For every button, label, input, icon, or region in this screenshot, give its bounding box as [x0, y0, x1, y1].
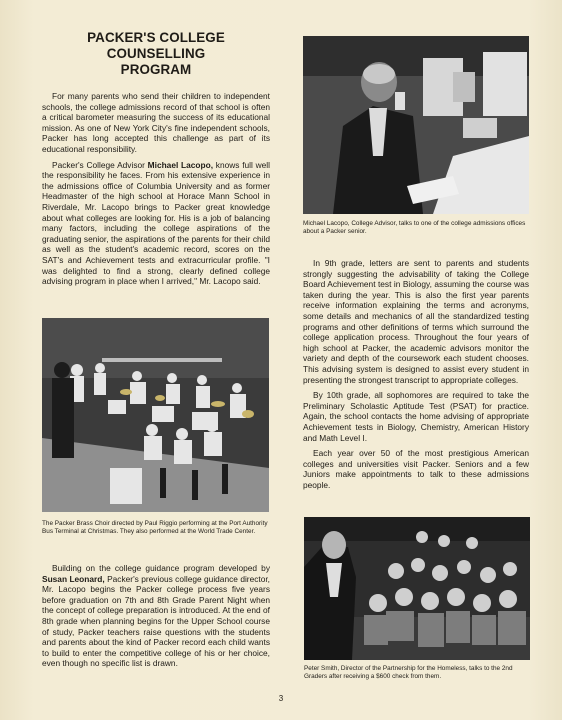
advisor-caption: Michael Lacopo, College Advisor, talks to one of the college admissions offices about a Packer senior. — [303, 220, 526, 236]
paragraph-10th-grade: By 10th grade, all sophomores are required to take the Preliminary Scholastic Aptitude Test (PSAT) for practice. Again, the school contacts the home advising of appropriate Achievement tests in Biology, Chemistry, American History and Math Level I. — [303, 390, 529, 443]
homeless-talk-photo — [304, 517, 530, 660]
brass-caption-block — [42, 520, 270, 537]
article-title — [42, 30, 270, 78]
brass-choir-caption: The Packer Brass Choir directed by Paul Riggio performing at the Port Authority Bus Terminal at Christmas. They also performed at the World Trade Center. — [42, 520, 268, 536]
left-column — [42, 30, 270, 287]
homeless-caption: Peter Smith, Director of the Partnership for the Homeless, talks to the 2nd Graders after receiving a $600 check from them. — [304, 665, 513, 681]
susan-leonard-name: Susan Leonard, — [42, 573, 105, 584]
advisor-caption-block — [303, 220, 531, 237]
right-column-text — [303, 258, 529, 490]
title-line-2: PROGRAM — [120, 62, 192, 77]
paragraph-intro: For many parents who send their children to independent schools, the college admissions record of that school is often a critical barometer measuring the success of its educational mission. As one of New York City's fine independent schools, Packer has long accepted this challenge as part of its educational responsibility. — [42, 91, 270, 154]
page-number: 3 — [278, 694, 284, 703]
brass-choir-photo — [42, 318, 269, 512]
left-lower-text — [42, 563, 270, 669]
title-line-1: PACKER'S COLLEGE COUNSELLING — [87, 30, 225, 61]
paragraph-guidance: Building on the college guidance program developed by Susan Leonard, Packer's previous college guidance director, Mr. Lacopo begins the Packer college process five years before graduation on 7th and 8th Grade Parent Night when the concept of college preparation is introduced. At the end of 8th grade when planning begins for the Upper School course of study, Packer teachers raise questions with the students and parents about the kind of Packer record each child wants to build to enter the competitive college of his or her choice, even though no specific list is drawn. — [42, 563, 270, 669]
homeless-caption-block — [304, 665, 532, 682]
paragraph-college-visits: Each year over 50 of the most prestigious American colleges and universities visit Packer. Seniors and a few Juniors make appointments to talk to these admissions people. — [303, 448, 529, 490]
advisor-name: Michael Lacopo, — [147, 159, 214, 170]
advisor-phone-photo — [303, 36, 529, 214]
paragraph-9th-grade: In 9th grade, letters are sent to parents and students strongly suggesting the advisability of taking the College Board Achievement test in Biology, assuming the course was taken during the year. This is also the first year parents receive information explaining the terms and acronyms, some details and mechanics of all the standardized testing programs and other definitions of terms which surround the college application process. Throughout the four years of high school at Packer, the academic advisors monitor the variety and depth of the coursework each student chooses. This advising system is designed to assist every student in presenting the strongest transcript to appropriate colleges. — [303, 258, 529, 385]
paragraph-advisor: Packer's College Advisor Michael Lacopo, knows full well the responsibility he faces. From his extensive experience in the admissions office of Columbia University and as former Headmaster of the high school at Horace Mann School in Riverdale, Mr. Lacopo brings to Packer great knowledge about what colleges are looking for. His is a job of balancing many factors, including the college aspirations of the graduating senior, the aspirations of the parents for their child as well as the student's academic record, scores on the SAT's and Achievement tests and extracurricular profile. "I was delighted to find a strong, clearly defined college advising program in place when I arrived," Mr. Lacopo said. — [42, 159, 270, 287]
